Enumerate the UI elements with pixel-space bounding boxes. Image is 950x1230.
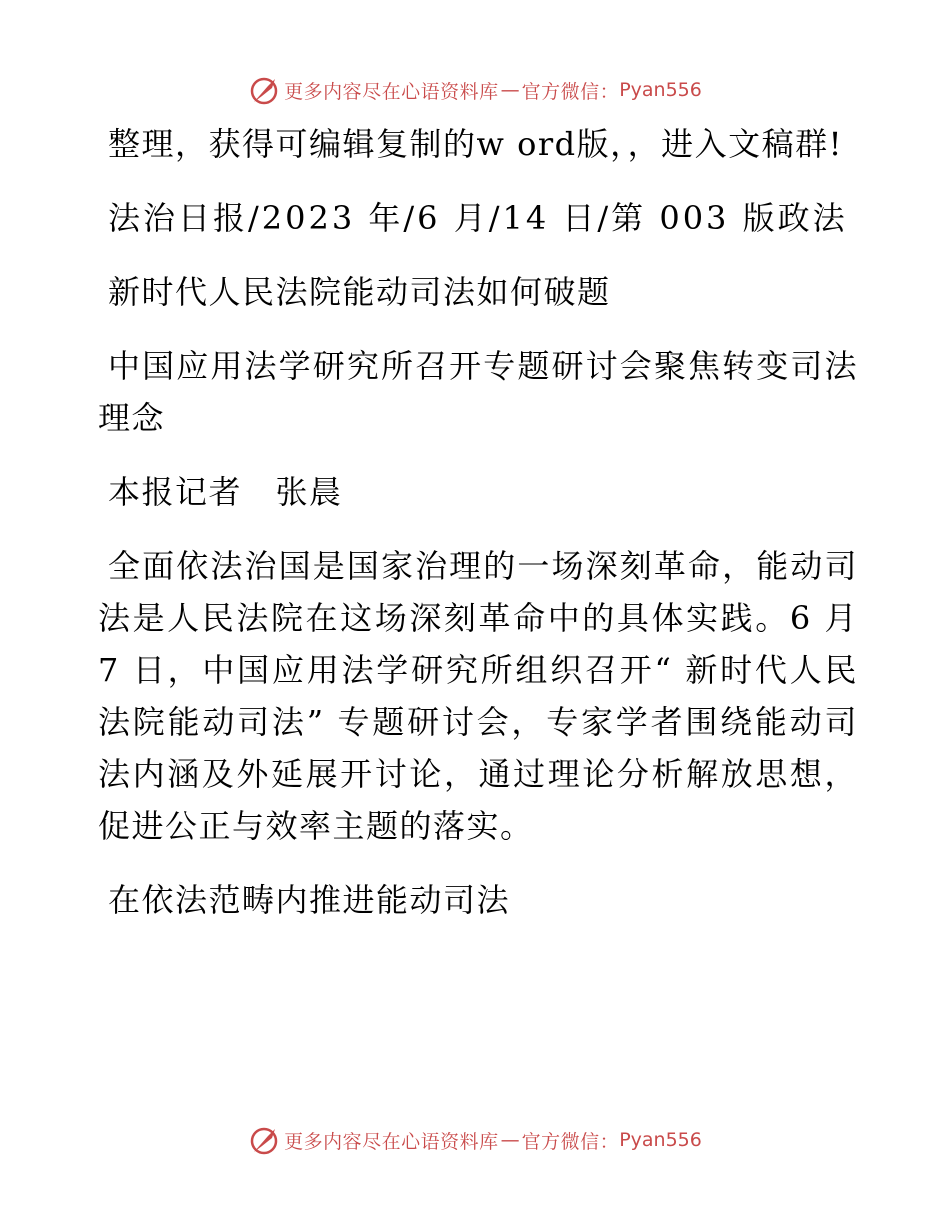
watermark-label: 官方微信：: [521, 80, 620, 103]
watermark-wechat-id: Pyan556: [619, 1129, 702, 1151]
watermark-site-text: 更多内容尽在心语资料库: [284, 80, 499, 103]
intro-note: 整理，获得可编辑复制的w ord版，，进入文稿群!: [108, 125, 843, 163]
body-paragraph: 全面依法治国是国家治理的一场深刻革命，能动司法是人民法院在这场深刻革命中的具体实践。6 月 7 日，中国应用法学研究所组织召开“ 新时代人民法院能动司法” 专题研讨会，专家学者围绕能动司法内涵及外延展开讨论，通过理论分析解放思想，促进公正与效率主题的落实。: [98, 547, 858, 845]
quill-logo-icon: [248, 1124, 280, 1156]
quill-logo-icon: [248, 74, 280, 106]
watermark-wechat-id: Pyan556: [619, 79, 702, 101]
article-title: 新时代人民法院能动司法如何破题: [108, 273, 611, 311]
document-body: [98, 118, 858, 948]
watermark-label: 官方微信：: [521, 1130, 620, 1153]
watermark-site-text: 更多内容尽在心语资料库: [284, 1130, 499, 1153]
watermark-separator: —: [500, 1129, 520, 1151]
source-line: 法治日报/2023 年/6 月/14 日/第 003 版政法: [108, 199, 848, 237]
byline: 本报记者 张晨: [108, 473, 343, 511]
footer-watermark: [0, 1120, 950, 1160]
article-subtitle: 中国应用法学研究所召开专题研讨会聚焦转变司法理念: [98, 347, 858, 437]
header-watermark: [0, 70, 950, 110]
section-heading: 在依法范畴内推进能动司法: [108, 881, 511, 919]
watermark-separator: —: [500, 79, 520, 101]
